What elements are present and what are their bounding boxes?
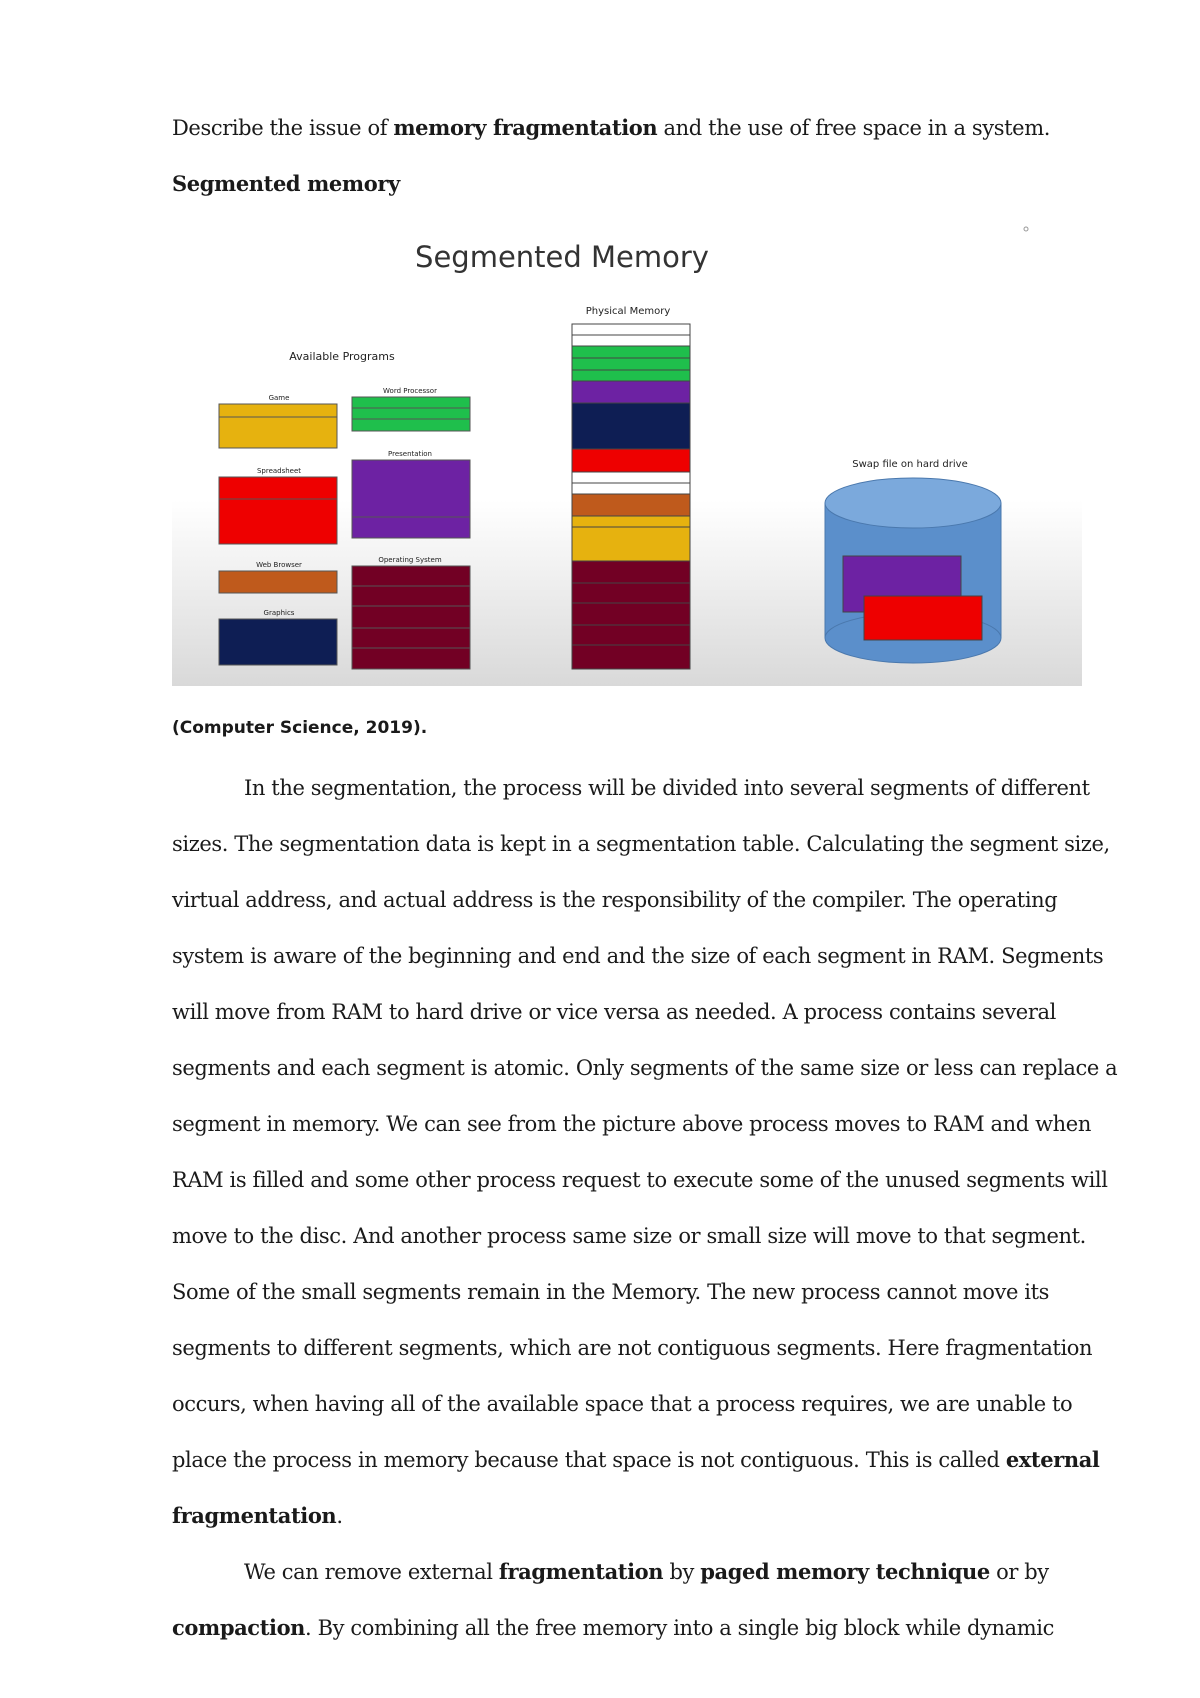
swap-file-label: Swap file on hard drive [852,459,968,470]
operating-system-segment-block [352,566,470,669]
free-segment [572,324,690,335]
free-segment [572,472,690,483]
physical-memory-column [572,324,690,669]
memory-segment-web-browser [572,494,690,516]
web-browser-label: Web Browser [256,561,302,569]
paragraph-segmentation: In the segmentation, the process will be divided into several segments of different sizes. The segmentation data is kept in a segmentation table. Calculating the segment size, virtual address, and actual address is the responsibility of the compiler. The operating system is aware of the beginning and end and the size of each segment in RAM. Segments will move from RAM to hard drive or vice versa as needed. A process contains several segments and each segment is atomic. Only segments of the same size or less can replace a segment in memory. We can see from the picture above process moves to RAM and when RAM is filled and some other process request to execute some of the unused segments will move to the disc. And another process same size or small size will move to that segment. Some of the small segments remain in the Memory. The new process cannot move its segments to different segments, which are not contiguous segments. Here fragmentation occurs, when having all of the available space that a process requires, we are unable to place the process in memory because that space is not contiguous. This is called external fragmentation. [172,776,1118,1528]
segmented-memory-figure [172,222,1082,686]
memory-segment-operating-system [572,603,690,625]
body-text [172,760,1132,1656]
memory-segment-presentation [572,381,690,403]
memory-segment-operating-system [572,561,690,583]
graphics-segment-block [219,619,337,665]
word-processor-segment-block [352,397,470,431]
memory-segment-operating-system [572,645,690,669]
swapped-spreadsheet-segment [864,596,982,640]
presentation-label: Presentation [388,450,432,458]
memory-segment-word-processor [572,370,690,381]
operating-system-label: Operating System [378,556,442,564]
memory-segment-word-processor [572,346,690,358]
memory-segment-spreadsheet [572,449,690,472]
intro-question: Describe the issue of memory fragmentation and the use of free space in a system. [172,115,1050,140]
hard-drive-drum [825,478,1001,663]
web-browser-segment-block [219,571,337,593]
physical-memory-label: Physical Memory [585,306,671,317]
memory-segment-game [572,516,690,527]
memory-segment-word-processor [572,358,690,370]
memory-segment-game [572,527,690,561]
memory-segment-graphics [572,403,690,449]
available-programs-label: Available Programs [289,350,395,363]
section-title: Segmented memory [172,171,400,196]
intro-bold-term: memory fragmentation [393,115,658,140]
spreadsheet-segment-block [219,477,337,544]
game-label: Game [268,394,290,402]
free-segment [572,483,690,494]
graphics-label: Graphics [263,609,295,617]
word-processor-label: Word Processor [383,387,437,395]
figure-title: Segmented Memory [415,240,709,274]
external-fragmentation-term: external fragmentation [172,1447,1100,1528]
free-segment [572,335,690,346]
game-segment-block [219,404,337,448]
memory-segment-operating-system [572,583,690,603]
paragraph-remedy: We can remove external fragmentation by paged memory technique or by compaction. By combining all the free memory into a single big block while dynamic [172,1559,1054,1640]
figure-citation: (Computer Science, 2019). [172,718,428,738]
memory-segment-operating-system [572,625,690,645]
presentation-segment-block [352,460,470,538]
spreadsheet-label: Spreadsheet [256,467,302,475]
